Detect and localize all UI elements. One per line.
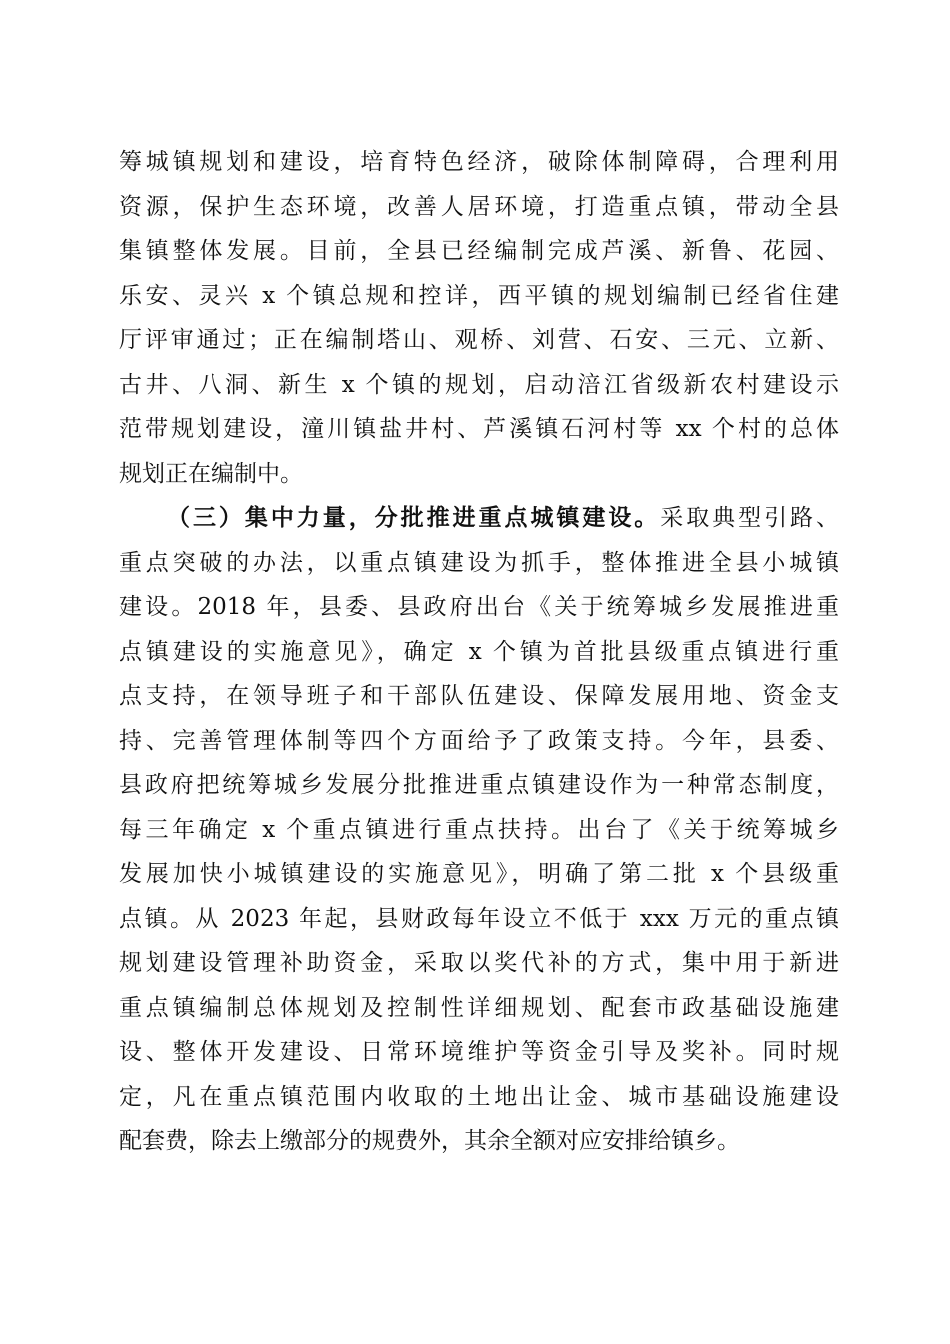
paragraph-2 xyxy=(119,496,839,1164)
section-heading: （三）集中力量，分批推进重点城镇建设。 xyxy=(167,504,661,531)
paragraph-line: 建设。2018 年，县委、县政府出台《关于统筹城乡发展推进重 xyxy=(119,594,839,620)
paragraph-line: 定，凡在重点镇范围内收取的土地出让金、城市基础设施建设 xyxy=(119,1083,839,1110)
paragraph-line: 规划正在编制中。 xyxy=(119,460,303,487)
paragraph-line: 县政府把统筹城乡发展分批推进重点镇建设作为一种常态制度， xyxy=(119,772,839,798)
paragraph-line: 发展加快小城镇建设的实施意见》，明确了第二批 x 个县级重 xyxy=(119,861,839,887)
paragraph-line: 筹城镇规划和建设，培育特色经济，破除体制障碍，合理利用 xyxy=(119,149,839,175)
paragraph-line: 规划建设管理补助资金，采取以奖代补的方式，集中用于新进 xyxy=(119,950,839,976)
document-body xyxy=(119,140,839,1164)
paragraph-first-line xyxy=(119,496,839,541)
paragraph-1 xyxy=(119,140,839,496)
paragraph-line: 点镇建设的实施意见》，确定 x 个镇为首批县级重点镇进行重 xyxy=(119,638,839,665)
paragraph-line: 集镇整体发展。目前，全县已经编制完成芦溪、新鲁、花园、 xyxy=(119,238,839,264)
paragraph-line: 持、完善管理体制等四个方面给予了政策支持。今年，县委、 xyxy=(119,727,839,754)
paragraph-line: 点支持，在领导班子和干部队伍建设、保障发展用地、资金支 xyxy=(119,683,839,709)
heading-followup-text: 采取典型引路、 xyxy=(660,505,840,531)
paragraph-line: 重点镇编制总体规划及控制性详细规划、配套市政基础设施建 xyxy=(119,994,839,1021)
paragraph-line: 范带规划建设，潼川镇盐井村、芦溪镇石河村等 xx 个村的总体 xyxy=(119,416,839,442)
paragraph-line: 点镇。从 2023 年起，县财政每年设立不低于 xxx 万元的重点镇 xyxy=(119,905,839,932)
paragraph-line: 古井、八洞、新生 x 个镇的规划，启动涪江省级新农村建设示 xyxy=(119,371,839,398)
paragraph-line: 配套费，除去上缴部分的规费外，其余全额对应安排给镇乡。 xyxy=(119,1128,740,1154)
paragraph-line: 厅评审通过；正在编制塔山、观桥、刘营、石安、三元、立新、 xyxy=(119,327,839,353)
paragraph-line: 每三年确定 x 个重点镇进行重点扶持。出台了《关于统筹城乡 xyxy=(119,816,839,843)
paragraph-line: 设、整体开发建设、日常环境维护等资金引导及奖补。同时规 xyxy=(119,1039,839,1065)
paragraph-line: 资源，保护生态环境，改善人居环境，打造重点镇，带动全县 xyxy=(119,193,839,220)
paragraph-line: 乐安、灵兴 x 个镇总规和控详，西平镇的规划编制已经省住建 xyxy=(119,282,839,309)
paragraph-line: 重点突破的办法，以重点镇建设为抓手，整体推进全县小城镇 xyxy=(119,549,839,576)
